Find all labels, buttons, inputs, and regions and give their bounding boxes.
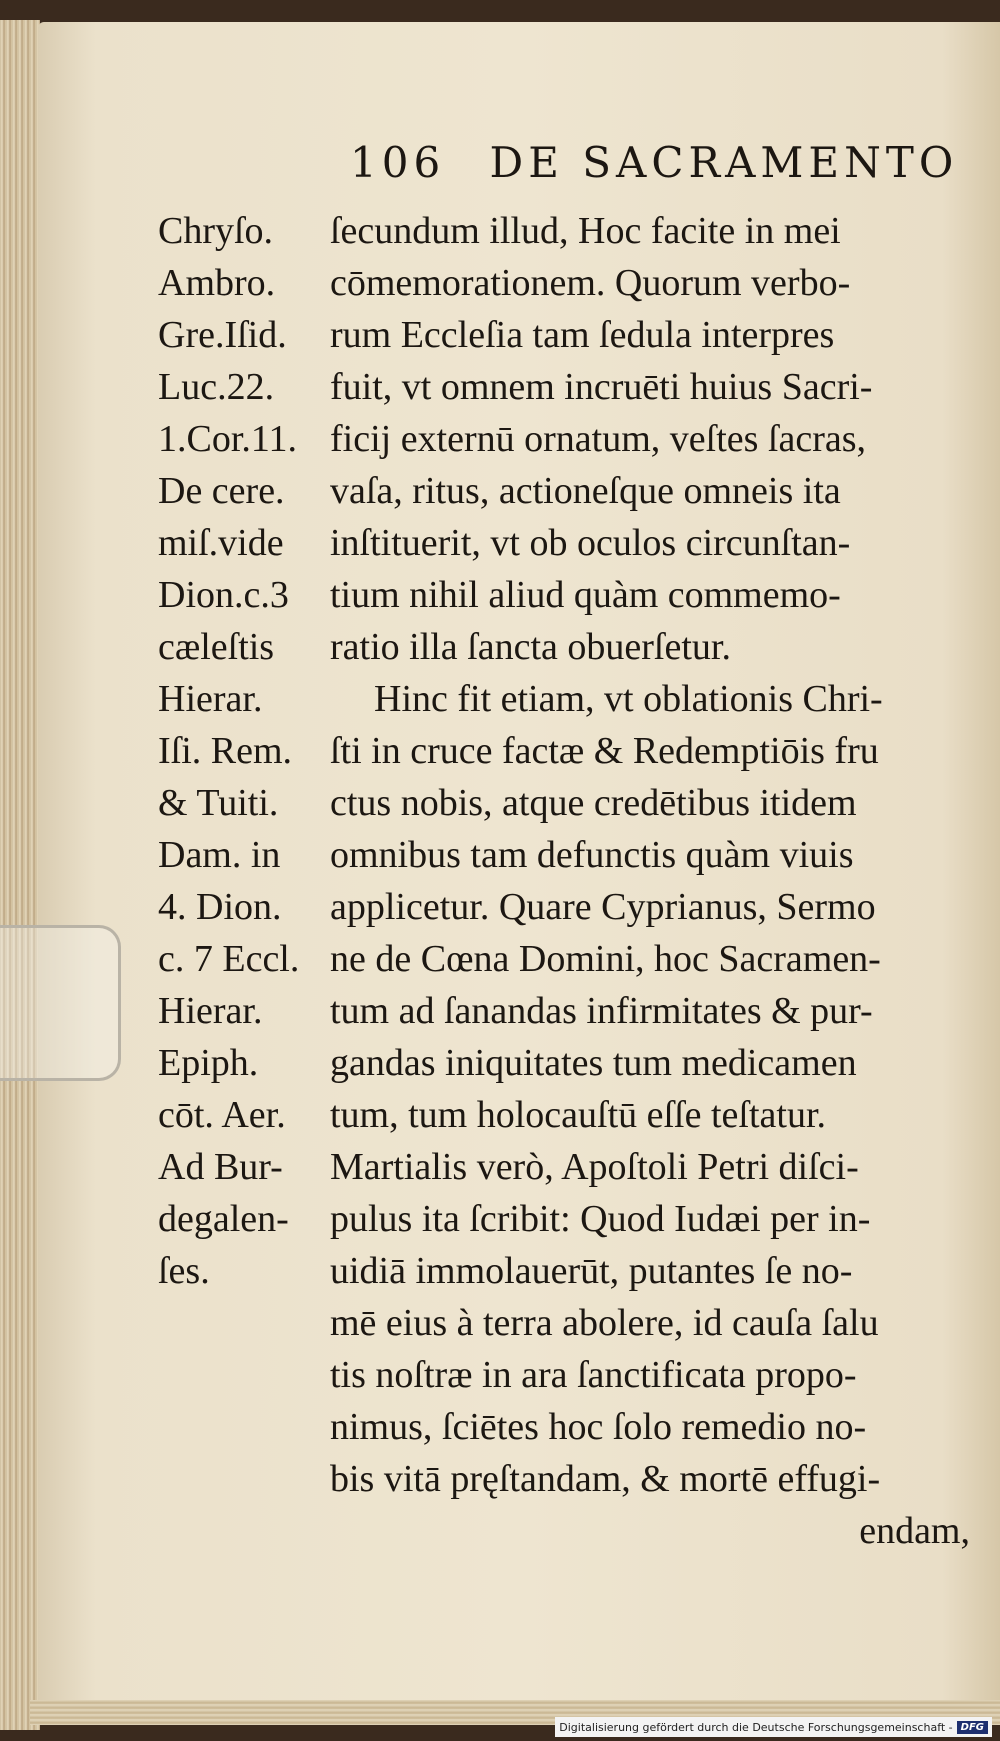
text-line: ſti in cruce factæ & Redemptiōis fru [330, 730, 879, 772]
text-line: vaſa, ritus, actioneſque omneis ita [330, 470, 841, 512]
margin-note: Epiph. [158, 1042, 259, 1084]
margin-notes [158, 205, 299, 1297]
text-line: ne de Cœna Domini, hoc Sacramen- [330, 938, 881, 980]
text-line: inſtituerit, vt ob oculos circunſtan- [330, 522, 851, 564]
text-line: tis noſtræ in ara ſanctificata propo- [330, 1354, 857, 1396]
text-line: pulus ita ſcribit: Quod Iudæi per in- [330, 1198, 871, 1240]
margin-note: Iſi. Rem. [158, 730, 293, 772]
digitization-credit [555, 1717, 992, 1737]
margin-note: Ambro. [158, 262, 276, 304]
margin-note: Hierar. [158, 990, 263, 1032]
text-line: tum ad ſanandas infirmitates & pur- [330, 990, 873, 1032]
text-line: Martialis verò, Apoſtoli Petri diſci- [330, 1146, 859, 1188]
page-stack-edge [0, 20, 40, 1730]
main-text-block [330, 205, 970, 1557]
margin-note: ſes. [158, 1250, 210, 1292]
credit-text: Digitalisierung gefördert durch die Deutsche Forschungsgemeinschaft - [559, 1720, 953, 1734]
text-line: bis vitā pręſtandam, & mortē effugi- [330, 1458, 881, 1500]
margin-note: Dion.c.3 [158, 574, 289, 616]
margin-note: 4. Dion. [158, 886, 282, 928]
margin-note: Luc.22. [158, 366, 275, 408]
margin-note: De cere. [158, 470, 285, 512]
margin-note: Dam. in [158, 834, 281, 876]
text-line: cōmemorationem. Quorum verbo- [330, 262, 851, 304]
text-line: nimus, ſciētes hoc ſolo remedio no- [330, 1406, 867, 1448]
margin-note: Hierar. [158, 678, 263, 720]
margin-note: Chryſo. [158, 210, 274, 252]
margin-note: 1.Cor.11. [158, 418, 297, 460]
page-number: 106 [350, 138, 446, 187]
dfg-logo: DFG [957, 1721, 988, 1734]
text-line: omnibus tam defunctis quàm viuis [330, 834, 854, 876]
text-line: ſecundum illud, Hoc facite in mei [330, 210, 841, 252]
paragraph-start-line: Hinc fit etiam, vt oblationis Chri- [374, 678, 883, 720]
text-line: uidiā immolauerūt, putantes ſe no- [330, 1250, 853, 1292]
margin-note: & Tuiti. [158, 782, 279, 824]
text-line: tum, tum holocauſtū eſſe teſtatur. [330, 1094, 827, 1136]
text-line: ratio illa ſancta obuerſetur. [330, 626, 731, 668]
margin-note: miſ.vide [158, 522, 284, 564]
text-line: gandas iniquitates tum medicamen [330, 1042, 857, 1084]
text-line: applicetur. Quare Cyprianus, Sermo [330, 886, 876, 928]
text-line: rum Eccleſia tam ſedula interpres [330, 314, 835, 356]
margin-note: cæleſtis [158, 626, 275, 668]
text-line: fuit, vt omnem incruēti huius Sacri- [330, 366, 873, 408]
text-line: ficij externū ornatum, veſtes ſacras, [330, 418, 867, 460]
margin-note: Gre.Iſid. [158, 314, 287, 356]
running-title: DE SACRAMENTO [489, 138, 959, 187]
margin-note: c. 7 Eccl. [158, 938, 300, 980]
page-marker-tab [0, 925, 121, 1081]
margin-note: cōt. Aer. [158, 1094, 286, 1136]
text-line: tium nihil aliud quàm commemo- [330, 574, 841, 616]
margin-note: Ad Bur- [158, 1146, 283, 1188]
catchword: endam, [859, 1510, 970, 1552]
running-header [350, 138, 958, 187]
text-line: mē eius à terra abolere, id cauſa ſalu [330, 1302, 879, 1344]
margin-note: degalen- [158, 1198, 289, 1240]
text-line: ctus nobis, atque credētibus itidem [330, 782, 857, 824]
